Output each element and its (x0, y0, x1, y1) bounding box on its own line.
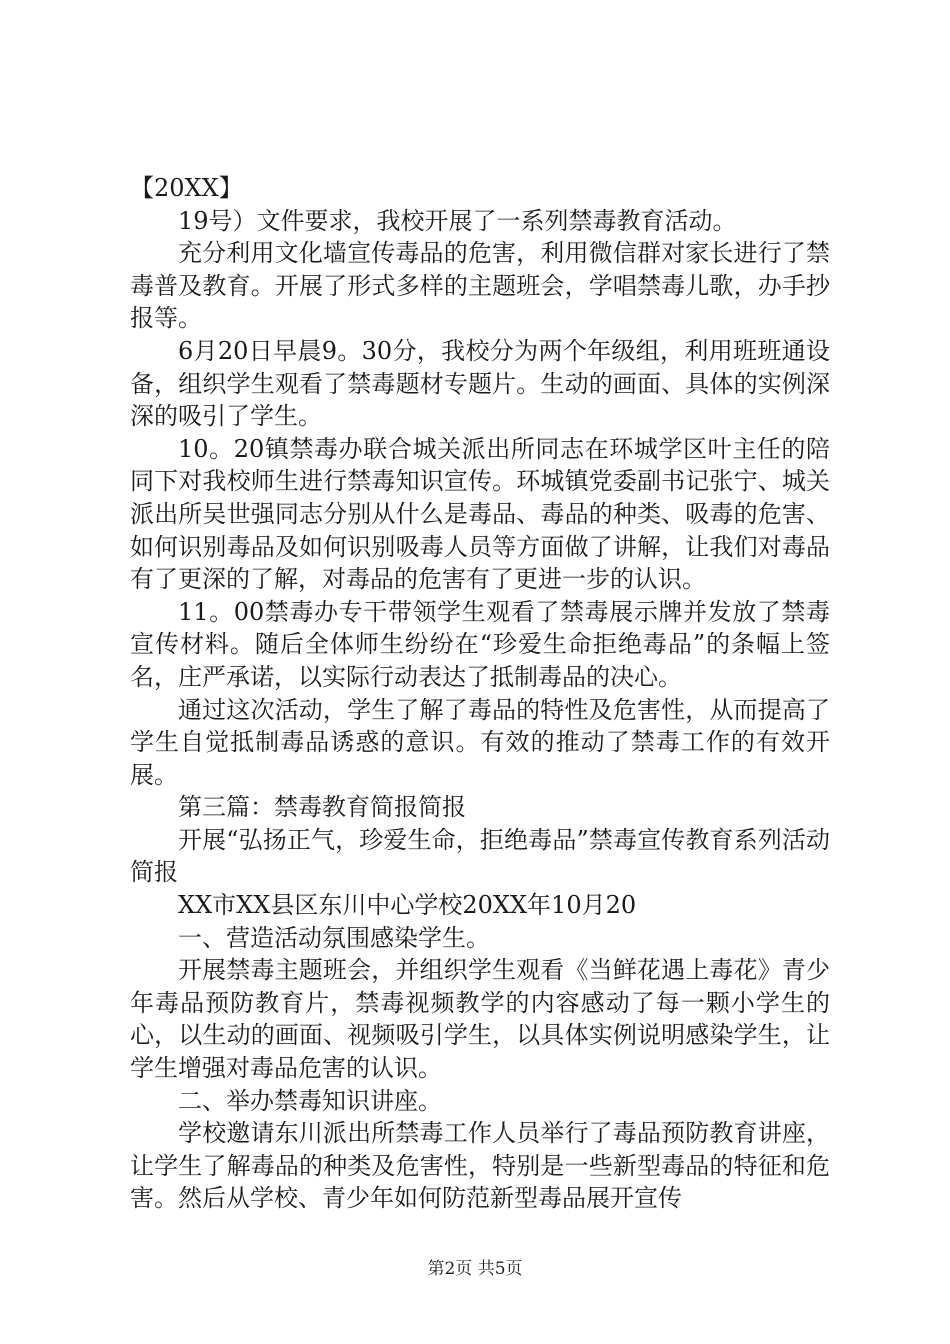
paragraph: 11。00禁毒办专干带领学生观看了禁毒展示牌并发放了禁毒宣传材料。随后全体师生纷纷在“珍爱生命拒绝毒品”的条幅上签名，庄严承诺，以实际行动表达了抵制毒品的决心。 (130, 597, 830, 691)
subsection-heading: 一、营造活动氛围感染学生。 (178, 923, 490, 952)
report-byline: XX市XX县区东川中心学校20XX年10月20 (178, 891, 637, 920)
report-title: 开展“弘扬正气，珍爱生命，拒绝毒品”禁毒宣传教育系列活动简报 (130, 825, 830, 887)
page-number-footer: 第2页 共5页 (427, 1259, 523, 1279)
paragraph: 6月20日早晨9。30分，我校分为两个年级组，利用班班通设备，组织学生观看了禁毒题材专题片。生动的画面、具体的实例深深的吸引了学生。 (130, 336, 830, 431)
section-title: 第三篇：禁毒教育简报简报 (178, 793, 466, 822)
subsection-heading: 二、举办禁毒知识讲座。 (178, 1086, 442, 1115)
paragraph: 通过这次活动，学生了解了毒品的特性及危害性，从而提高了学生自觉抵制毒品诱惑的意识。有效的推动了禁毒工作的有效开展。 (130, 695, 830, 789)
paragraph: 学校邀请东川派出所禁毒工作人员举行了毒品预防教育讲座，让学生了解毒品的种类及危害性，特别是一些新型毒品的特征和危害。然后从学校、青少年如何防范新型毒品展开宣传 (130, 1119, 830, 1213)
document-body (130, 172, 830, 1215)
paragraph: 19号）文件要求，我校开展了一系列禁毒教育活动。 (178, 206, 737, 235)
paragraph: 开展禁毒主题班会，并组织学生观看《当鲜花遇上毒花》青少年毒品预防教育片，禁毒视频教学的内容感动了每一颗小学生的心，以生动的画面、视频吸引学生，以具体实例说明感染学生，让学生增强对毒品危害的认识。 (130, 956, 830, 1083)
paragraph: 10。20镇禁毒办联合城关派出所同志在环城学区叶主任的陪同下对我校师生进行禁毒知识宣传。环城镇党委副书记张宁、城关派出所吴世强同志分别从什么是毒品、毒品的种类、吸毒的危害、如何识别毒品及如何识别吸毒人员等方面做了讲解，让我们对毒品有了更深的了解，对毒品的危害有了更进一步的认识。 (130, 434, 830, 594)
document-heading: 【20XX】 (130, 174, 243, 202)
paragraph: 充分利用文化墙宣传毒品的危害，利用微信群对家长进行了禁毒普及教育。开展了形式多样的主题班会，学唱禁毒儿歌，办手抄报等。 (130, 239, 830, 333)
